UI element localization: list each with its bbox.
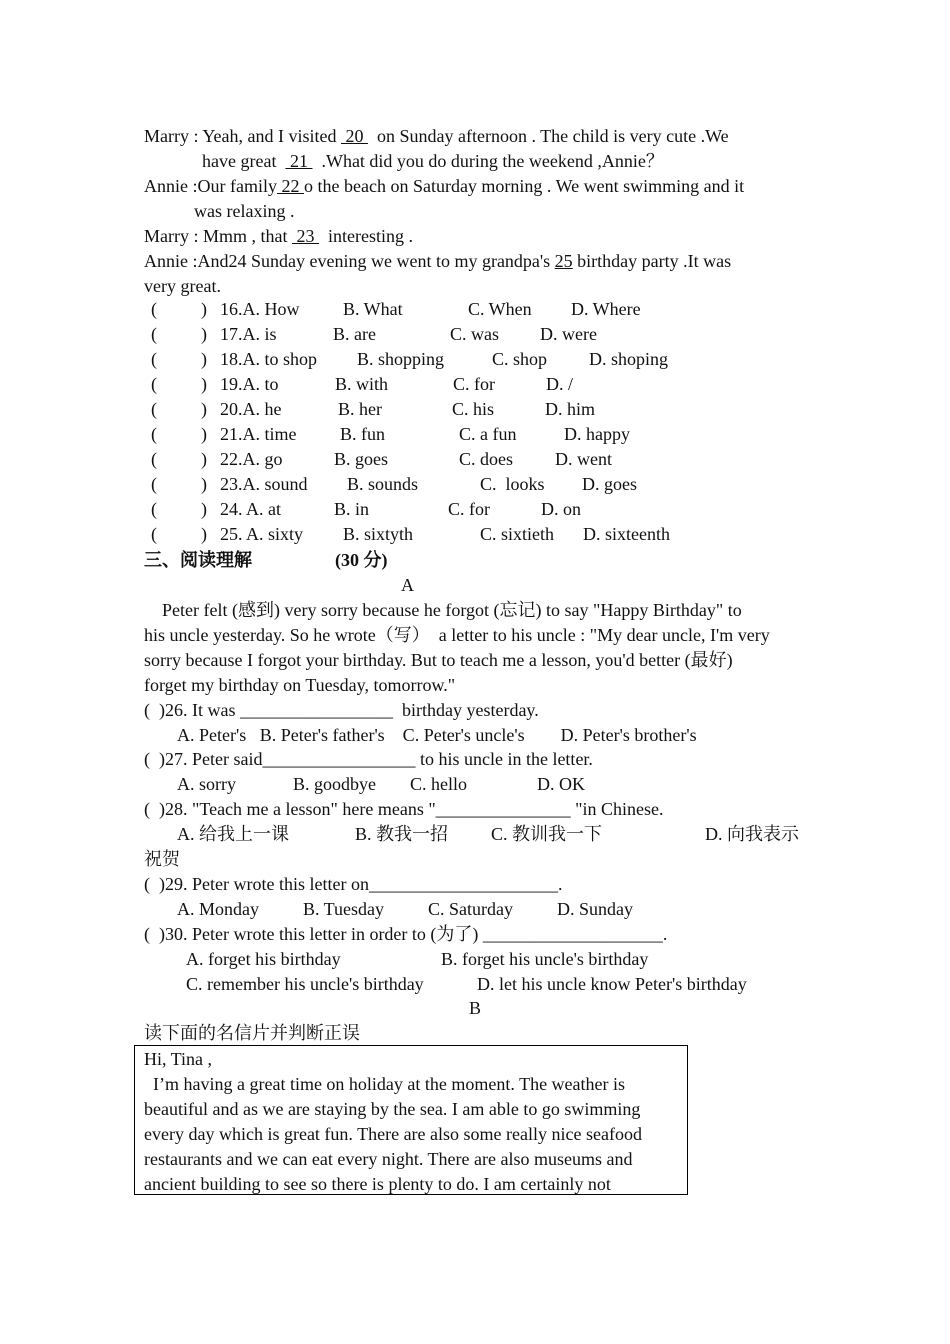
close-paren: )	[201, 299, 207, 319]
option-d: D. on	[541, 499, 581, 519]
section-score: (30 分)	[335, 550, 388, 570]
dialogue-text: Marry : Yeah, and I visited	[144, 126, 341, 146]
open-paren: (	[151, 349, 157, 369]
option-d: D. OK	[537, 774, 585, 794]
passage-line: forget my birthday on Tuesday, tomorrow."	[144, 675, 456, 695]
close-paren: )	[201, 424, 207, 444]
section-title: 三、阅读理解	[144, 550, 252, 570]
passage-line: his uncle yesterday. So he wrote（写） a letter to his uncle : "My dear uncle, I'm very	[144, 625, 770, 645]
option-b: B. Tuesday	[303, 899, 385, 919]
passage-b-instruction: 读下面的名信片并判断正误	[144, 1023, 360, 1043]
option-b: B. with	[335, 374, 389, 394]
option-a: 23.A. sound	[220, 474, 308, 494]
blank-21: 21	[285, 151, 313, 171]
option-c: C. sixtieth	[480, 524, 555, 544]
blank-23: 23	[291, 226, 319, 246]
passage-line: sorry because I forgot your birthday. But to teach me a lesson, you'd better (最好)	[144, 650, 733, 670]
option-b: B. goodbye	[293, 774, 376, 794]
option-b: B. shopping	[357, 349, 445, 369]
postcard-line: every day which is great fun. There are also some really nice seafood	[144, 1124, 642, 1144]
option-d: D. Where	[571, 299, 641, 319]
dialogue-line-4: was relaxing .	[194, 201, 295, 221]
option-a: 18.A. to shop	[220, 349, 318, 369]
blank-20: 20	[340, 126, 368, 146]
option-d-continued: 祝贺	[144, 849, 180, 869]
dialogue-text: o the beach on Saturday morning . We went swimming and it	[303, 176, 745, 196]
option-c: C. remember his uncle's birthday	[186, 974, 424, 994]
option-c: C. shop	[492, 349, 548, 369]
close-paren: )	[201, 524, 207, 544]
passage-line: Peter felt (感到) very sorry because he forgot (忘记) to say "Happy Birthday" to	[144, 600, 742, 620]
option-c: C. a fun	[459, 424, 517, 444]
option-b: B. her	[338, 399, 382, 419]
option-a: 24. A. at	[220, 499, 281, 519]
option-a: 25. A. sixty	[220, 524, 304, 544]
passage-label-a: A	[401, 575, 414, 595]
option-b: B. sixtyth	[343, 524, 414, 544]
question-27: ( )27. Peter said_________________ to his uncle in the letter.	[144, 749, 593, 769]
postcard-line: I’m having a great time on holiday at the moment. The weather is	[144, 1074, 626, 1094]
open-paren: (	[151, 499, 157, 519]
close-paren: )	[201, 349, 207, 369]
option-a: 17.A. is	[220, 324, 277, 344]
blank-25: 25	[554, 251, 573, 271]
option-b: B. sounds	[347, 474, 419, 494]
dialogue-text: .What did you do during the weekend ,Annie？	[312, 151, 664, 171]
option-c: C. 教训我一下	[491, 824, 603, 844]
option-c: C. his	[452, 399, 495, 419]
question-26-options: A. Peter's B. Peter's father's C. Peter's uncle's D. Peter's brother's	[177, 725, 697, 745]
option-d: D. goes	[582, 474, 637, 494]
option-d: D. happy	[564, 424, 630, 444]
option-b: B. forget his uncle's birthday	[441, 949, 649, 969]
blank-22: 22	[276, 176, 304, 196]
option-a: 20.A. he	[220, 399, 282, 419]
dialogue-line-1	[144, 124, 729, 149]
postcard-line: Hi, Tina ,	[144, 1049, 213, 1069]
dialogue-text: Annie :Our family	[144, 176, 277, 196]
option-b: B. fun	[340, 424, 385, 444]
close-paren: )	[201, 399, 207, 419]
dialogue-line-6	[144, 249, 731, 274]
question-26: ( )26. It was _________________ birthday yesterday.	[144, 700, 539, 720]
close-paren: )	[201, 499, 207, 519]
open-paren: (	[151, 474, 157, 494]
open-paren: (	[151, 299, 157, 319]
option-a: 21.A. time	[220, 424, 297, 444]
option-a: A. sorry	[177, 774, 236, 794]
option-d: D. 向我表示	[705, 824, 799, 844]
close-paren: )	[201, 449, 207, 469]
close-paren: )	[201, 324, 207, 344]
option-c: C. hello	[410, 774, 467, 794]
close-paren: )	[201, 474, 207, 494]
question-28: ( )28. "Teach me a lesson" here means "_______________ "in Chinese.	[144, 799, 664, 819]
open-paren: (	[151, 424, 157, 444]
option-c: C. was	[450, 324, 499, 344]
option-a: A. Monday	[177, 899, 259, 919]
option-a: A. 给我上一课	[177, 824, 289, 844]
open-paren: (	[151, 449, 157, 469]
dialogue-line-3	[144, 174, 744, 199]
option-b: B. 教我一招	[355, 824, 449, 844]
option-b: B. goes	[334, 449, 388, 469]
option-d: D. let his uncle know Peter's birthday	[477, 974, 747, 994]
option-b: B. are	[333, 324, 376, 344]
dialogue-line-2	[202, 149, 664, 174]
option-d: D. Sunday	[557, 899, 633, 919]
option-d: D. sixteenth	[583, 524, 670, 544]
option-c: C. Saturday	[428, 899, 513, 919]
option-c: C. for	[453, 374, 495, 394]
question-30: ( )30. Peter wrote this letter in order to (为了) ____________________.	[144, 924, 668, 944]
dialogue-text: on Sunday afternoon . The child is very cute .We	[367, 126, 729, 146]
open-paren: (	[151, 374, 157, 394]
option-c: C. looks	[480, 474, 545, 494]
dialogue-line-7: very great.	[144, 276, 221, 296]
option-a: 22.A. go	[220, 449, 283, 469]
open-paren: (	[151, 524, 157, 544]
option-b: B. in	[334, 499, 370, 519]
option-d: D. were	[540, 324, 597, 344]
dialogue-text: birthday party .It was	[572, 251, 732, 271]
option-c: C. does	[459, 449, 513, 469]
open-paren: (	[151, 399, 157, 419]
open-paren: (	[151, 324, 157, 344]
dialogue-line-5	[144, 224, 413, 249]
postcard-line: ancient building to see so there is plenty to do. I am certainly not	[144, 1174, 611, 1194]
option-c: C. When	[468, 299, 532, 319]
option-a: 16.A. How	[220, 299, 300, 319]
postcard-line: restaurants and we can eat every night. There are also museums and	[144, 1149, 633, 1169]
dialogue-text: Marry : Mmm , that	[144, 226, 292, 246]
close-paren: )	[201, 374, 207, 394]
option-b: B. What	[343, 299, 403, 319]
dialogue-text: have great	[202, 151, 286, 171]
option-a: 19.A. to	[220, 374, 279, 394]
option-d: D. went	[555, 449, 612, 469]
option-a: A. forget his birthday	[186, 949, 341, 969]
option-d: D. him	[545, 399, 596, 419]
postcard-line: beautiful and as we are staying by the sea. I am able to go swimming	[144, 1099, 641, 1119]
passage-label-b: B	[469, 998, 482, 1018]
dialogue-text: Annie :And24 Sunday evening we went to my grandpa's	[144, 251, 555, 271]
dialogue-text: interesting .	[318, 226, 413, 246]
option-c: C. for	[448, 499, 490, 519]
question-29: ( )29. Peter wrote this letter on_____________________.	[144, 874, 563, 894]
option-d: D. shoping	[589, 349, 669, 369]
option-d: D. /	[546, 374, 573, 394]
